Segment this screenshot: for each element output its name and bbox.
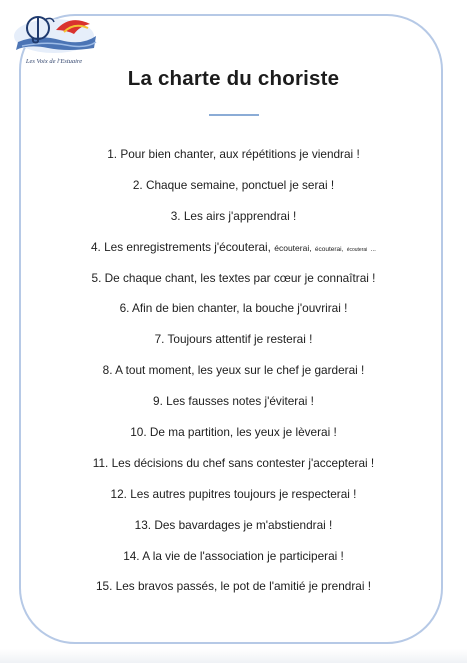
rule-item: 3. Les airs j'apprendrai !: [170, 208, 297, 223]
rule-item: 2. Chaque semaine, ponctuel je serai !: [132, 177, 335, 192]
rule-item: 5. De chaque chant, les textes par cœur je connaîtrai !: [91, 270, 376, 285]
rule-item: 12. Les autres pupitres toujours je respecterai !: [110, 486, 357, 501]
rule-item: 8. A tout moment, les yeux sur le chef je garderai !: [102, 363, 365, 378]
choir-logo-icon: [8, 8, 100, 60]
rule-item: 7. Toujours attentif je resterai !: [154, 332, 313, 347]
rule-ellipsis: ...: [370, 245, 376, 253]
rule-item: 11. Les décisions du chef sans contester j'accepterai !: [92, 455, 375, 470]
rule-echo-text: écouterai,: [274, 242, 312, 253]
rule-item: 13. Des bavardages je m'abstiendrai !: [134, 517, 333, 532]
rule-item: 6. Afin de bien chanter, la bouche j'ouvrirai !: [119, 301, 348, 316]
rule-echo-text: écouterai,: [314, 245, 344, 253]
rule-item: 9. Les fausses notes j'éviterai !: [153, 394, 314, 409]
rule-item: 1. Pour bien chanter, aux répétitions je viendrai !: [107, 147, 360, 161]
charter-rules-list: [0, 146, 467, 609]
title-underline: [209, 114, 259, 116]
page-bottom-shadow: [0, 649, 467, 663]
rule-main-text: 4. Les enregistrements j'écouterai,: [91, 239, 271, 254]
rule-echo-text: écouterai: [346, 246, 368, 253]
page-title: La charte du choriste: [127, 67, 340, 90]
rule-item: 15. Les bravos passés, le pot de l'amitié je prendrai !: [95, 579, 372, 594]
rule-item: [0, 239, 467, 270]
rule-item: 14. A la vie de l'association je participerai !: [123, 548, 344, 563]
logo-caption: Les Voix de l'Estuaire: [25, 58, 83, 65]
rule-item: 10. De ma partition, les yeux je lèverai !: [130, 425, 337, 440]
choir-logo: [8, 8, 100, 72]
